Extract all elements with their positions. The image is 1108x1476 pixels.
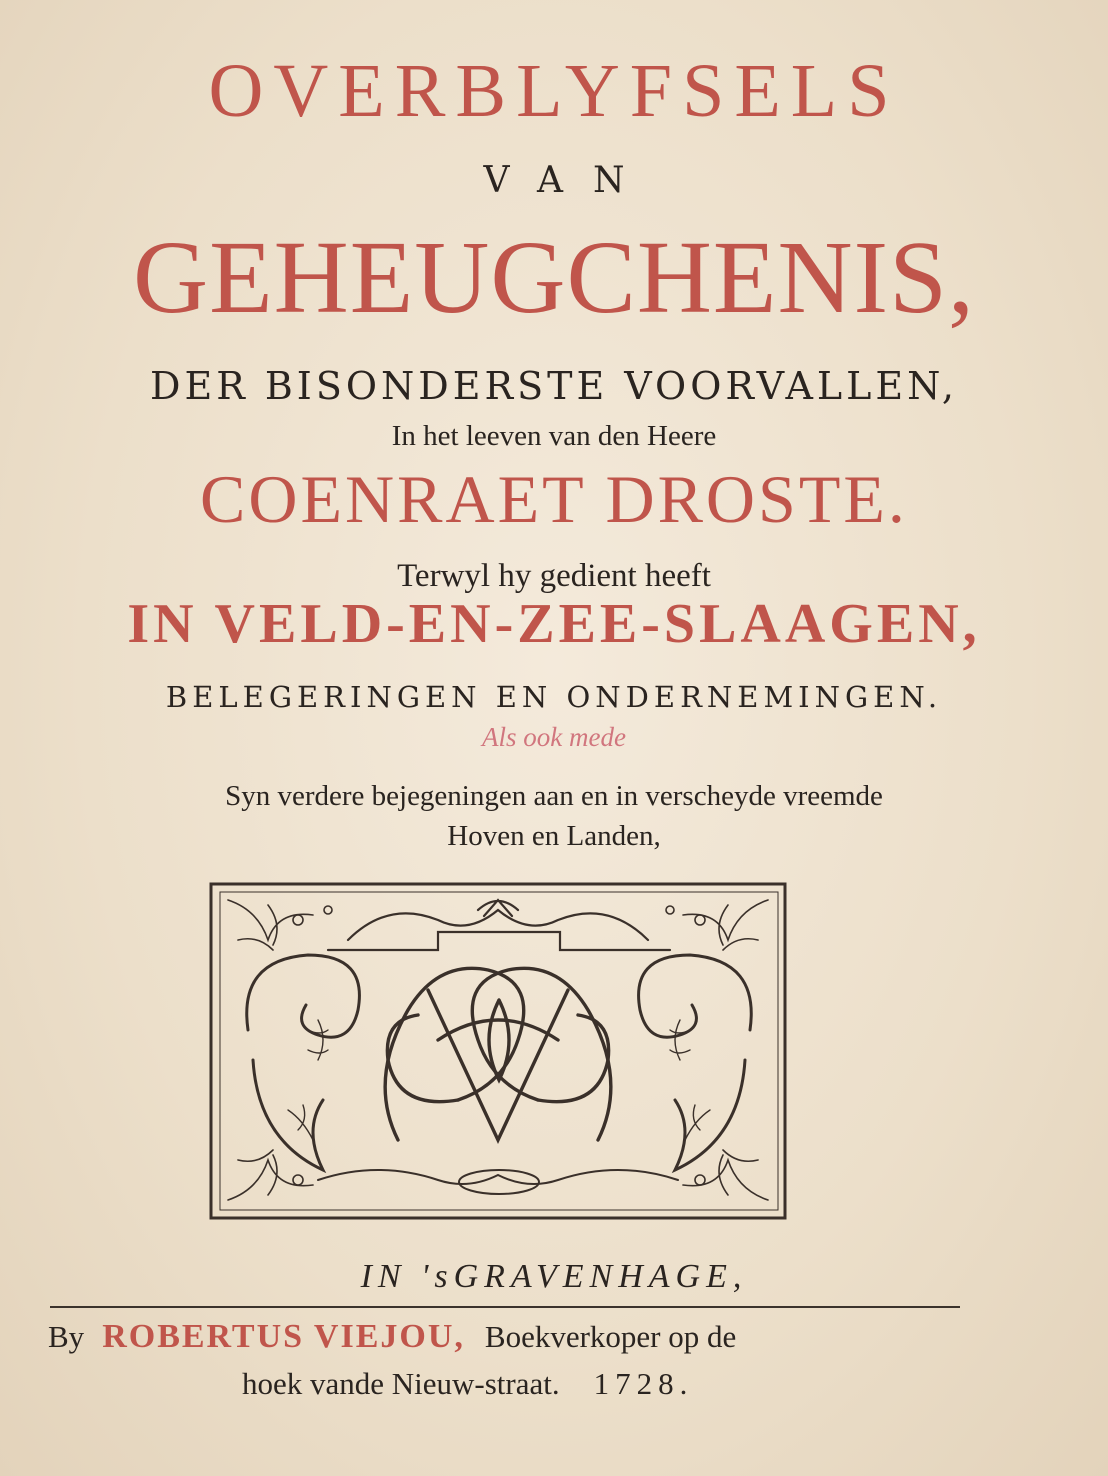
imprint-printer-name: ROBERTUS VIEJOU, [102,1318,465,1355]
subtitle-voorvallen: DER BISONDERSTE VOORVALLEN, [149,364,959,408]
subject-name: COENRAET DROSTE. [200,461,908,537]
subtitle-bejegeningen: Syn verdere bejegeningen aan en in verscheyde vreemde [225,780,883,812]
imprint-place: IN 'sGRAVENHAGE, [360,1258,748,1295]
imprint-divider [50,1306,960,1308]
subtitle-hoven: Hoven en Landen, [447,820,661,852]
subtitle-veld-en-zee: IN VELD-EN-ZEE-SLAAGEN, [127,593,981,655]
title-line-overblyfsels: OVERBLYFSELS [208,49,900,133]
subtitle-gedient: Terwyl hy gedient heeft [397,558,711,594]
monogram-printer-device-icon [208,880,790,1220]
imprint-address: hoek vande Nieuw-straat. [242,1366,560,1401]
subtitle-belegeringen: BELEGERINGEN EN ONDERNEMINGEN. [165,680,943,714]
subtitle-leeven: In het leeven van den Heere [391,420,717,452]
imprint-year: 1728. [593,1366,694,1401]
imprint-by: By [48,1319,85,1354]
imprint-printer-line [48,1318,968,1356]
title-line-van: VAN [483,160,655,201]
subtitle-als-ook-mede: Als ook mede [482,722,626,752]
imprint-occupation: Boekverkoper op de [484,1319,737,1354]
imprint-address-line [242,1366,693,1402]
title-line-geheugchenis: GEHEUGCHENIS, [132,220,976,335]
